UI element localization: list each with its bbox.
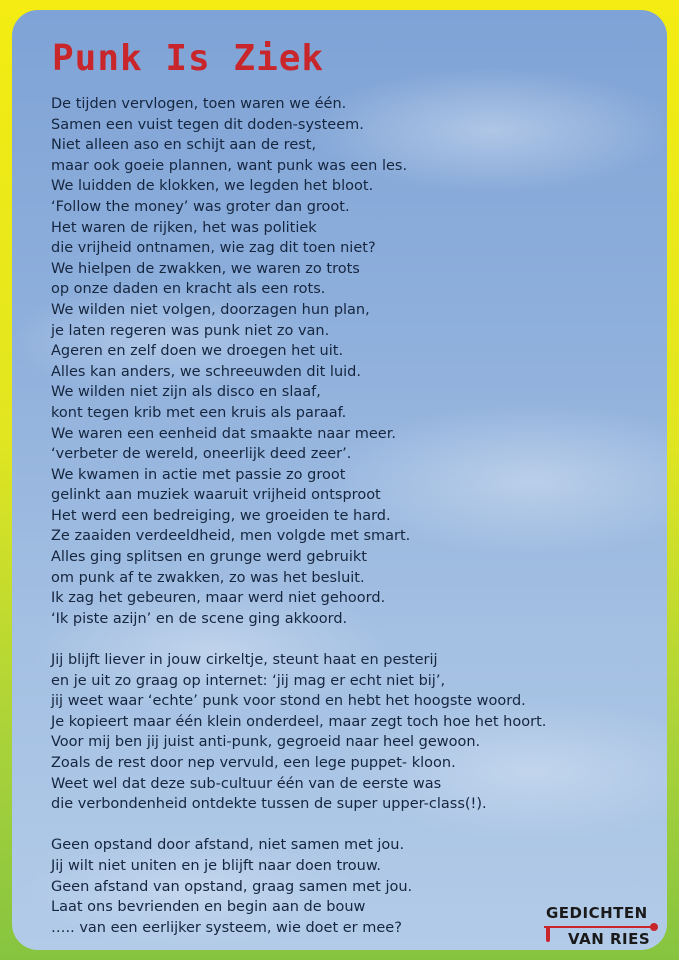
- poem-line: ‘Follow the money’ was groter dan groot.: [51, 198, 350, 215]
- poem-line: We wilden niet zijn als disco en slaaf,: [51, 384, 321, 401]
- poem-line: Zoals de rest door nep vervuld, een lege puppet- kloon.: [51, 755, 456, 771]
- stanza-gap: [51, 629, 546, 650]
- poem-line: Jij wilt niet uniten en je blijft naar doen trouw.: [51, 857, 381, 874]
- poem-body: [51, 94, 546, 938]
- poem-line: We hielpen de zwakken, we waren zo trots: [51, 260, 360, 277]
- poem-line: We waren een eenheid dat smaakte naar meer.: [51, 425, 396, 442]
- stanza-gap: [51, 815, 546, 836]
- poem-line: Alles ging splitsen en grunge werd gebruikt: [51, 549, 367, 566]
- poem-line: Geen afstand van opstand, graag samen met jou.: [51, 878, 413, 895]
- poem-line: Je kopieert maar één klein onderdeel, maar zegt toch hoe het hoort.: [51, 713, 547, 730]
- poem-card: [12, 10, 667, 950]
- logo-line-1: GEDICHTEN: [546, 904, 648, 922]
- poem-line: Voor mij ben jij juist anti-punk, gegroeid naar heel gewoon.: [51, 734, 481, 751]
- poem-line: We kwamen in actie met passie zo groot: [51, 466, 346, 483]
- poem-line: ….. van een eerlijker systeem, wie doet er mee?: [51, 919, 402, 936]
- poem-line: ‘verbeter de wereld, oneerlijk deed zeer’.: [51, 446, 352, 463]
- gedichten-van-ries-logo: [542, 902, 657, 950]
- poem-line: Geen opstand door afstand, niet samen met jou.: [51, 837, 405, 854]
- poem-line: We wilden niet volgen, doorzagen hun plan,: [51, 301, 370, 318]
- logo-dot: [650, 923, 658, 931]
- poem-line: Samen een vuist tegen dit doden-systeem.: [51, 116, 364, 133]
- poem-line: Ageren en zelf doen we droegen het uit.: [51, 343, 344, 360]
- poem-line: Weet wel dat deze sub-cultuur één van de eerste was: [51, 775, 442, 792]
- poem-stanza: [51, 94, 546, 629]
- poem-stanza: [51, 650, 546, 815]
- poem-line: op onze daden en kracht als een rots.: [51, 281, 326, 298]
- poem-line: ‘Ik piste azijn’ en de scene ging akkoord.: [51, 610, 348, 627]
- poem-line: je laten regeren was punk niet zo van.: [51, 322, 330, 339]
- poem-line: Alles kan anders, we schreeuwden dit luid.: [51, 363, 361, 380]
- poem-line: maar ook goeie plannen, want punk was een les.: [51, 157, 408, 174]
- poem-line: De tijden vervlogen, toen waren we één.: [51, 96, 347, 112]
- poem-line: Jij blijft liever in jouw cirkeltje, steunt haat en pesterij: [51, 652, 438, 669]
- poem-line: en je uit zo graag op internet: ‘jij mag er echt niet bij’,: [51, 672, 446, 689]
- logo-rule: [544, 926, 652, 928]
- poem-line: Het waren de rijken, het was politiek: [51, 219, 317, 236]
- poem-stanza: [51, 835, 546, 938]
- poem-title: Punk Is Ziek: [52, 38, 325, 79]
- poem-line: om punk af te zwakken, zo was het besluit.: [51, 569, 365, 586]
- logo-line-2: VAN RIES: [568, 930, 651, 948]
- poem-line: gelinkt aan muziek waaruit vrijheid ontsproot: [51, 487, 381, 504]
- poem-line: Laat ons bevrienden en begin aan de bouw: [51, 899, 366, 916]
- poem-line: die verbondenheid ontdekte tussen de super upper-class(!).: [51, 796, 487, 813]
- logo-drip-icon: [546, 928, 550, 942]
- poem-line: die vrijheid ontnamen, wie zag dit toen niet?: [51, 240, 376, 257]
- poem-line: We luidden de klokken, we legden het bloot.: [51, 178, 374, 195]
- poem-line: Ik zag het gebeuren, maar werd niet gehoord.: [51, 590, 386, 607]
- poem-line: Niet alleen aso en schijt aan de rest,: [51, 137, 317, 154]
- poem-line: Ze zaaiden verdeeldheid, men volgde met smart.: [51, 528, 411, 545]
- poem-line: jij weet waar ‘echte’ punk voor stond en hebt het hoogste woord.: [51, 693, 526, 710]
- poem-line: kont tegen krib met een kruis als paraaf.: [51, 404, 347, 421]
- poem-line: Het werd een bedreiging, we groeiden te hard.: [51, 507, 391, 524]
